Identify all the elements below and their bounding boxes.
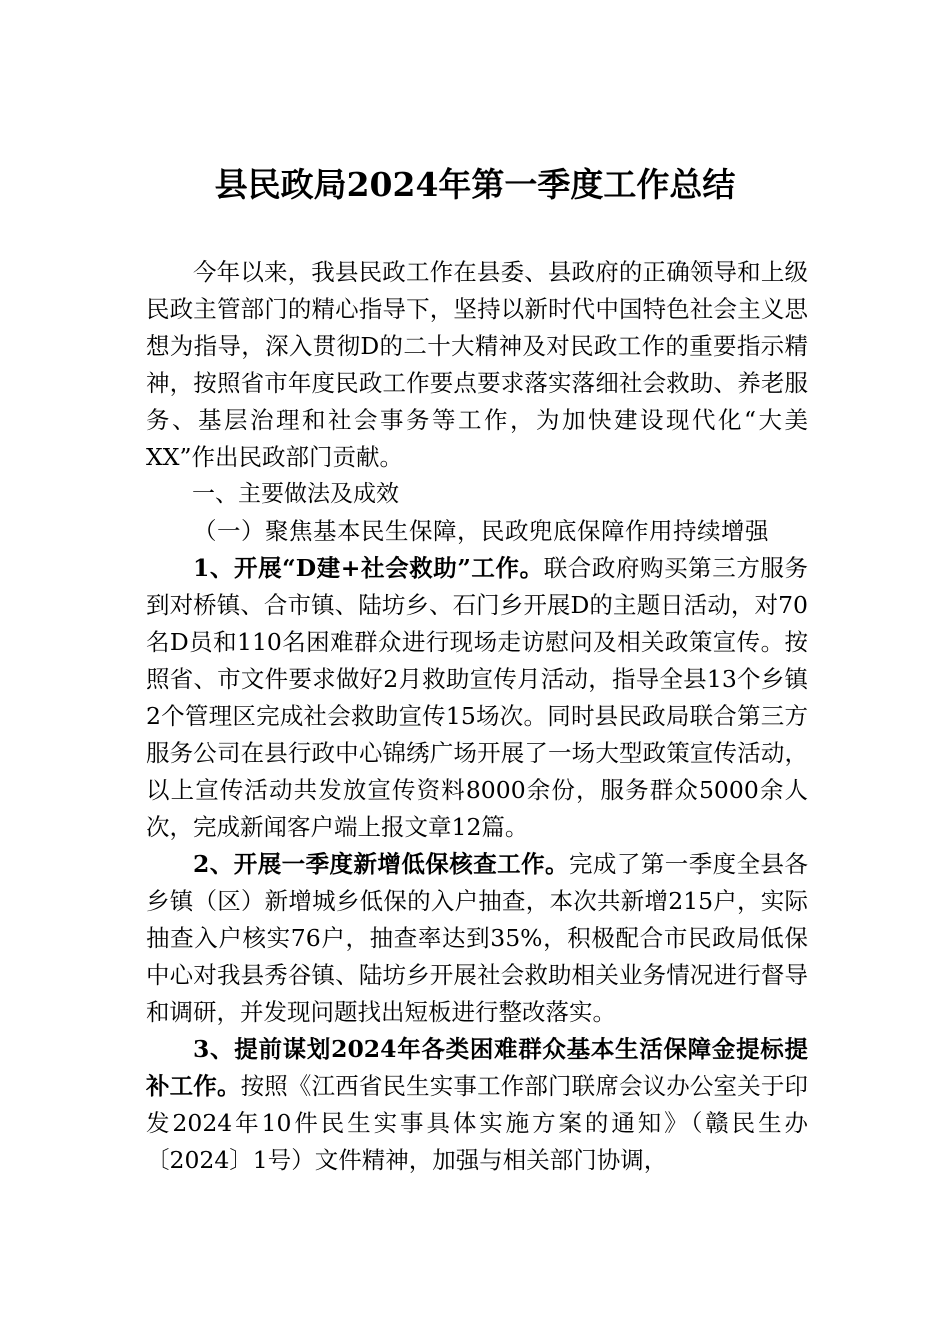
document-title: 县民政局2024年第一季度工作总结 <box>214 165 736 204</box>
item-body-2: 完成了第一季度全县各乡镇（区）新增城乡低保的入户抽查，本次共新增215户，实际抽查入户核实76户，抽查率达到35%，积极配合市民政局低保中心对我县秀谷镇、陆坊乡开展社会救助相关业务情况进行督导和调研，并发现问题找出短板进行整改落实。 <box>146 850 808 1026</box>
item-paragraph-3 <box>146 1031 808 1179</box>
item-paragraph-1 <box>146 550 808 846</box>
item-lead-1: 1、开展“D建+社会救助”工作。 <box>193 554 544 582</box>
intro-paragraph: 今年以来，我县民政工作在县委、县政府的正确领导和上级民政主管部门的精心指导下，坚持以新时代中国特色社会主义思想为指导，深入贯彻D的二十大精神及对民政工作的重要指示精神，按照省市年度民政工作要点要求落实落细社会救助、养老服务、基层治理和社会事务等工作，为加快建设现代化“大美XX”作出民政部门贡献。 <box>146 258 808 471</box>
item-paragraph-2 <box>146 846 808 1031</box>
item-body-3: 按照《江西省民生实事工作部门联席会议办公室关于印发2024年10件民生实事具体实施方案的通知》（赣民生办〔2024〕1号）文件精神，加强与相关部门协调， <box>146 1072 809 1174</box>
section-heading: 一、主要做法及成效 <box>192 481 399 507</box>
subsection-heading: （一）聚焦基本民生保障，民政兜底保障作用持续增强 <box>193 517 769 545</box>
item-lead-2: 2、开展一季度新增低保核查工作。 <box>193 850 569 878</box>
document-body <box>146 254 808 1179</box>
item-body-1: 联合政府购买第三方服务到对桥镇、合市镇、陆坊乡、石门乡开展D的主题日活动，对70名D员和110名困难群众进行现场走访慰问及相关政策宣传。按照省、市文件要求做好2月救助宣传月活动，指导全县13个乡镇2个管理区完成社会救助宣传15场次。同时县民政局联合第三方服务公司在县行政中心锦绣广场开展了一场大型政策宣传活动，以上宣传活动共发放宣传资料8000余份，服务群众5000余人次，完成新闻客户端上报文章12篇。 <box>146 554 808 841</box>
item-lead-3: 3、提前谋划2024年各类困难群众基本生活保障金提标提补工作。 <box>146 1035 808 1100</box>
